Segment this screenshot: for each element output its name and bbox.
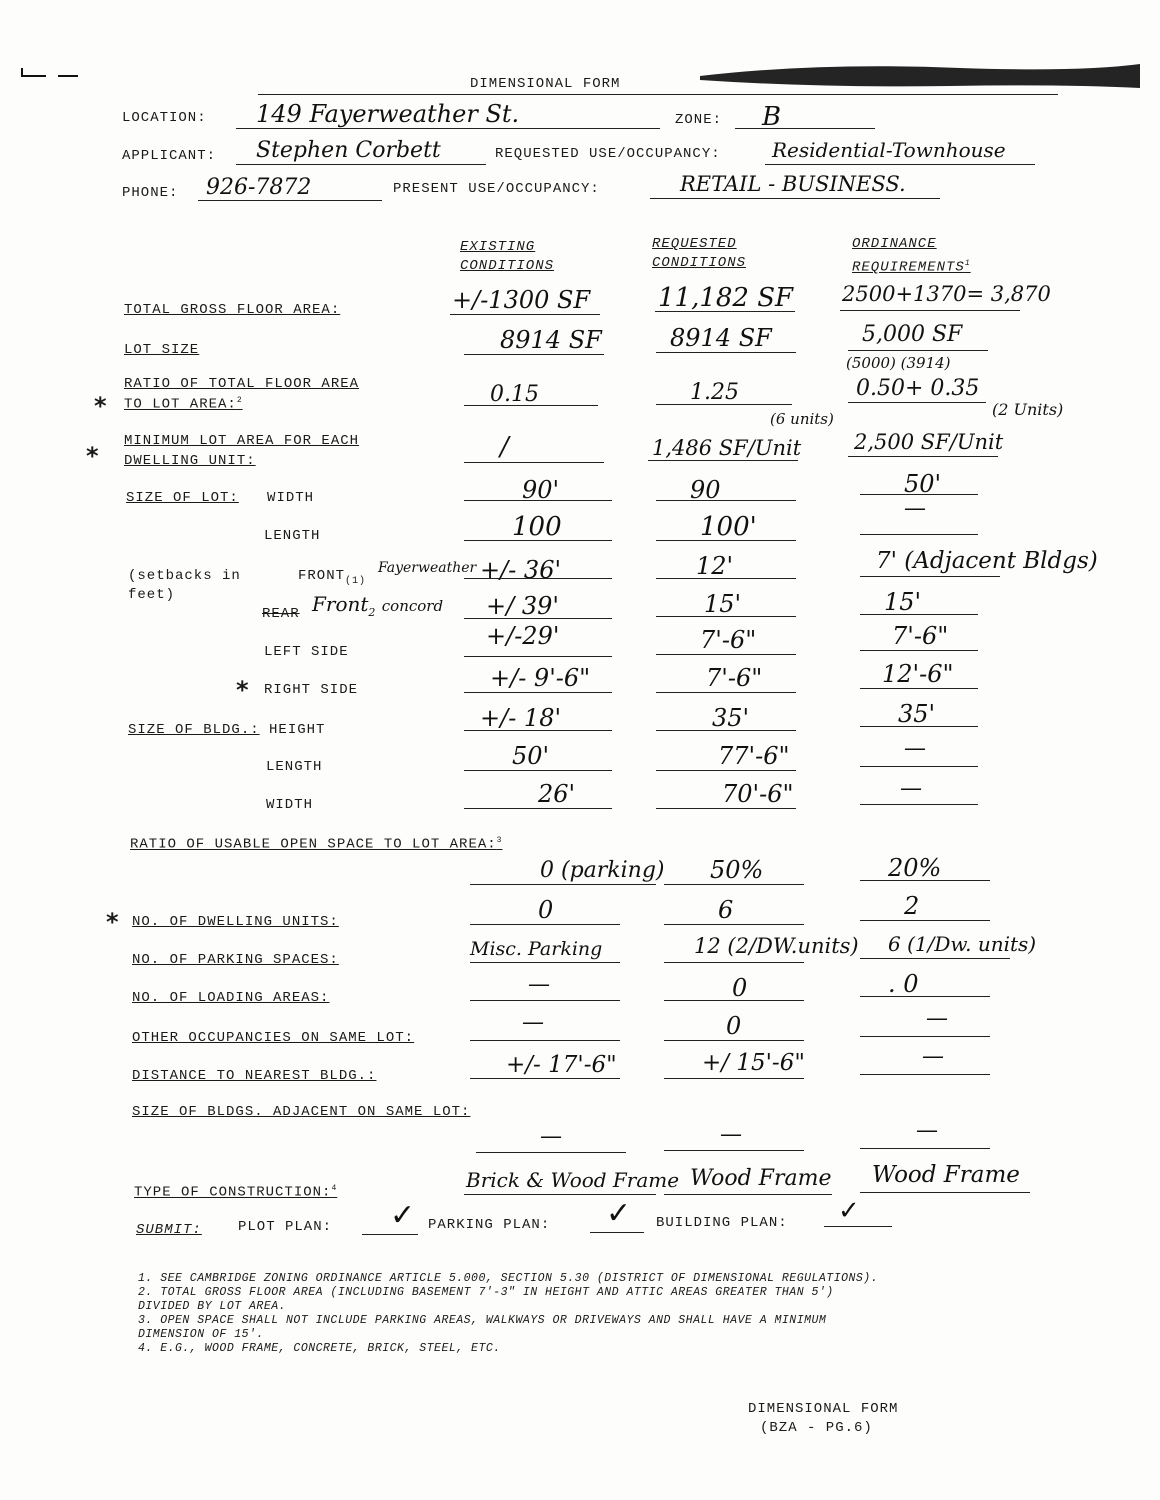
gfa-existing-line [450,314,600,315]
location-value: 149 Fayerweather St. [256,100,520,128]
left-existing-line [464,656,612,657]
parking-ordinance-line [860,958,1010,959]
height-existing: +/- 18' [480,704,562,732]
units-label: NO. OF DWELLING UNITS: [132,914,339,930]
far-label-2: TO LOT AREA:$^2$ [124,396,243,413]
other-occ-existing-line [470,1040,620,1041]
present-use-value: RETAIL - BUSINESS. [680,172,906,196]
footnote-3-cont: DIMENSION OF 15'. [138,1328,264,1341]
building-plan-line [824,1226,892,1227]
units-existing: 0 [538,896,554,924]
min-lot-ordinance-line [848,456,998,457]
requested-use-line [765,164,1035,165]
min-lot-label-2: DWELLING UNIT: [124,453,256,469]
distance-label: DISTANCE TO NEAREST BLDG.: [132,1068,377,1084]
present-use-line [650,198,940,199]
parking-requested: 12 (2/DW.units) [694,934,859,958]
right-existing: +/- 9'-6" [490,664,591,692]
left-ordinance-line [860,650,978,651]
gfa-requested-line [655,311,795,312]
units-asterisk: * [106,908,119,936]
loading-existing-line [470,1000,620,1001]
front-requested-line [656,578,796,579]
lot-width-requested-line [656,500,796,501]
other-occ-ordinance-line [860,1036,990,1037]
phone-value: 926-7872 [206,175,312,200]
adjacent-label: SIZE OF BLDGS. ADJACENT ON SAME LOT: [132,1104,471,1120]
footer-form-name: DIMENSIONAL FORM [748,1401,899,1417]
phone-label: PHONE: [122,185,179,201]
lot-size-label: LOT SIZE [124,342,200,358]
units-ordinance: 2 [904,892,920,920]
distance-requested-line [664,1078,804,1079]
lot-length-label: LENGTH [264,528,321,544]
loading-existing: — [528,972,550,997]
height-requested-line [656,730,796,731]
lot-size-ordinance-line [848,350,988,351]
header-ordinance: ORDINANCE REQUIREMENTS$^1$ [852,236,971,276]
present-use-label: PRESENT USE/OCCUPANCY: [393,181,600,197]
loading-label: NO. OF LOADING AREAS: [132,990,330,1006]
parking-plan-line [590,1232,644,1233]
rear-ordinance-line [860,614,978,615]
min-lot-label-1: MINIMUM LOT AREA FOR EACH [124,433,360,449]
lot-width-existing: 90' [522,476,560,504]
loading-ordinance: . 0 [888,970,919,998]
bldg-length-ordinance-line [860,766,978,767]
adjacent-existing-line [476,1152,626,1153]
left-ordinance: 7'-6" [892,622,949,650]
distance-existing-line [470,1078,620,1079]
lot-length-ordinance-line [860,534,978,535]
lot-size-ordinance: 5,000 SF [862,322,963,347]
bldg-length-existing: 50' [512,742,550,770]
parking-requested-line [664,962,804,963]
right-requested: 7'-6" [706,664,763,692]
bldg-length-requested: 77'-6" [718,742,790,770]
left-requested: 7'-6" [700,626,757,654]
footnote-2: 2. TOTAL GROSS FLOOR AREA (INCLUDING BASEMENT 7'-3" IN HEIGHT AND ATTIC AREAS GREATER THAN 5') [138,1286,834,1299]
rear-ordinance: 15' [884,588,922,616]
distance-ordinance: — [922,1044,944,1069]
lot-length-ordinance: — [904,496,926,521]
distance-requested: +/ 15'-6" [702,1050,805,1076]
gfa-ordinance-line [840,310,1020,311]
form-title: DIMENSIONAL FORM [470,76,621,92]
units-requested: 6 [718,896,734,924]
height-ordinance-line [860,726,978,727]
construction-existing: Brick & Wood Frame [466,1168,680,1192]
open-space-existing-line [470,884,656,885]
units-existing-line [470,924,620,925]
open-space-requested: 50% [710,856,764,884]
lot-size-existing: 8914 SF [500,326,602,354]
open-space-label: RATIO OF USABLE OPEN SPACE TO LOT AREA:$^3$ [130,836,503,853]
adjacent-ordinance-line [860,1148,990,1149]
min-lot-requested-note: (6 units) [770,410,834,428]
far-existing: 0.15 [490,382,539,407]
distance-existing: +/- 17'-6" [506,1052,617,1078]
phone-line [198,200,382,201]
loading-requested: 0 [732,974,748,1002]
footnote-2-cont: DIVIDED BY LOT AREA. [138,1300,287,1313]
footnotes [138,1272,878,1356]
plot-plan-check: ✓ [390,1198,416,1233]
other-occ-requested-line [664,1040,804,1041]
footnote-3: 3. OPEN SPACE SHALL NOT INCLUDE PARKING AREAS, WALKWAYS OR DRIVEWAYS AND SHALL HAVE A MINIMUM [138,1314,827,1327]
construction-requested-line [664,1194,832,1195]
lot-width-requested: 90 [690,476,721,504]
zone-label: ZONE: [675,112,723,128]
min-lot-requested-line [648,460,798,461]
open-space-ordinance: 20% [888,854,942,882]
applicant-label: APPLICANT: [122,148,217,164]
right-ordinance-line [860,688,978,689]
gfa-requested: 11,182 SF [658,283,794,313]
far-existing-line [464,405,598,406]
min-lot-asterisk: * [86,442,99,470]
rear-requested-line [656,616,796,617]
bldg-width-requested: 70'-6" [722,780,794,808]
min-lot-ordinance-note: (2 Units) [992,400,1064,419]
footnote-4: 4. E.G., WOOD FRAME, CONCRETE, BRICK, STEEL, ETC. [138,1342,501,1355]
height-ordinance: 35' [898,700,936,728]
parking-plan-check: ✓ [606,1196,632,1231]
lot-width-ordinance: 50' [904,470,942,498]
building-plan-check: ✓ [838,1196,860,1226]
gfa-label: TOTAL GROSS FLOOR AREA: [124,302,341,318]
far-ordinance-note: (5000) (3914) [846,354,951,372]
bldg-length-existing-line [464,770,612,771]
rear-requested: 15' [704,590,742,618]
parking-ordinance: 6 (1/Dw. units) [888,932,1037,956]
gfa-existing: +/-1300 SF [452,286,591,314]
distance-ordinance-line [860,1074,990,1075]
min-lot-requested: 1,486 SF/Unit [652,436,802,460]
lot-length-existing: 100 [512,512,562,542]
right-existing-line [464,692,612,693]
front-existing: +/- 36' [480,556,562,584]
bldg-length-label: LENGTH [266,759,323,775]
location-label: LOCATION: [122,110,207,126]
construction-ordinance: Wood Frame [872,1162,1020,1188]
footnote-1: 1. SEE CAMBRIDGE ZONING ORDINANCE ARTICLE 5.000, SECTION 5.30 (DISTRICT OF DIMENSIONAL REGULATIONS). [138,1272,879,1285]
corner-mark [18,64,88,84]
lot-size-requested: 8914 SF [670,324,772,352]
front-label-note: Fayerweather [378,560,477,576]
rear-existing-line [464,618,612,619]
zone-line [735,128,875,129]
loading-requested-line [664,1000,804,1001]
left-requested-line [656,654,796,655]
header-existing: EXISTING CONDITIONS [460,239,555,274]
bldg-length-requested-line [656,770,796,771]
building-plan-label: BUILDING PLAN: [656,1215,788,1231]
units-ordinance-line [860,920,990,921]
adjacent-existing: — [540,1124,562,1149]
right-side-label: RIGHT SIDE [264,682,359,698]
right-side-asterisk: * [236,676,249,704]
plot-plan-line [362,1234,418,1235]
requested-use-value: Residential-Townhouse [772,138,1006,162]
title-rule [258,94,1058,95]
far-label-1: RATIO OF TOTAL FLOOR AREA [124,376,360,392]
bldg-width-label: WIDTH [266,797,314,813]
lot-width-ordinance-line [860,494,978,495]
open-space-requested-line [664,884,804,885]
plot-plan-label: PLOT PLAN: [238,1219,333,1235]
setbacks-label-1: (setbacks in [128,568,241,584]
bldg-width-ordinance-line [860,804,978,805]
applicant-line [236,164,486,165]
front-existing-line [464,578,612,579]
bldg-width-ordinance: — [900,776,922,801]
adjacent-requested-line [664,1150,804,1151]
parking-existing-line [470,962,620,963]
left-existing: +/-29' [486,622,560,650]
open-space-existing: 0 (parking) [540,858,665,883]
location-line [236,128,660,129]
scan-smudge [700,58,1140,94]
height-existing-line [464,730,612,731]
right-requested-line [656,692,796,693]
gfa-ordinance: 2500+1370= 3,870 [842,282,1051,306]
far-ordinance-line [848,402,986,403]
parking-label: NO. OF PARKING SPACES: [132,952,339,968]
other-occ-existing: — [522,1010,544,1035]
lot-length-requested: 100' [700,512,757,542]
far-requested-line [656,404,792,405]
lot-size-existing-line [464,354,604,355]
footer-page-ref: (BZA - PG.6) [760,1420,873,1436]
applicant-value: Stephen Corbett [256,138,441,163]
other-occ-ordinance: — [926,1006,948,1031]
lot-width-label: SIZE OF LOT: WIDTH [126,490,315,506]
bldg-length-ordinance: — [904,736,926,761]
front-ordinance: 7' (Adjacent Bldgs) [876,548,1098,574]
submit-label: SUBMIT: [136,1222,202,1238]
lot-length-existing-line [464,540,612,541]
header-requested: REQUESTED CONDITIONS [652,236,747,271]
height-requested: 35' [712,704,750,732]
bldg-width-requested-line [656,808,796,809]
construction-label: TYPE OF CONSTRUCTION:$^4$ [134,1184,338,1201]
bldg-width-existing-line [464,808,612,809]
bldg-height-label: SIZE OF BLDG.: HEIGHT [128,722,326,738]
left-side-label: LEFT SIDE [264,644,349,660]
construction-ordinance-line [860,1192,1030,1193]
setbacks-label-2: feet) [128,587,176,603]
front-ordinance-line [860,576,1000,577]
lot-length-requested-line [656,540,796,541]
min-lot-ordinance: 2,500 SF/Unit [854,430,1004,454]
front-label: $FRONT_{(1)}$ [298,568,367,587]
loading-ordinance-line [860,996,990,997]
requested-use-label: REQUESTED USE/OCCUPANCY: [495,146,721,162]
far-ordinance: 0.50+ 0.35 [856,376,980,401]
parking-existing: Misc. Parking [470,938,603,960]
construction-existing-line [464,1194,656,1195]
right-ordinance: 12'-6" [882,660,954,688]
bldg-width-existing: 26' [538,780,576,808]
adjacent-requested: — [720,1122,742,1147]
adjacent-ordinance: — [916,1118,938,1143]
front-requested: 12' [696,552,734,580]
rear-label-note: Front$_2$ concord [312,592,444,619]
other-occupancies-label: OTHER OCCUPANCIES ON SAME LOT: [132,1030,415,1046]
min-lot-existing-line [464,462,604,463]
rear-label-struck: REAR [262,606,300,622]
open-space-ordinance-line [860,880,990,881]
lot-width-existing-line [464,500,612,501]
zone-value: B [762,102,782,132]
other-occ-requested: 0 [726,1012,742,1040]
min-lot-existing: / [500,432,509,462]
units-requested-line [664,924,804,925]
rear-existing: +/ 39' [486,592,559,620]
parking-plan-label: PARKING PLAN: [428,1217,551,1233]
far-asterisk: * [94,392,107,420]
page-footer [748,1400,898,1438]
lot-size-requested-line [656,352,796,353]
far-requested: 1.25 [690,380,739,405]
construction-requested: Wood Frame [690,1166,832,1191]
